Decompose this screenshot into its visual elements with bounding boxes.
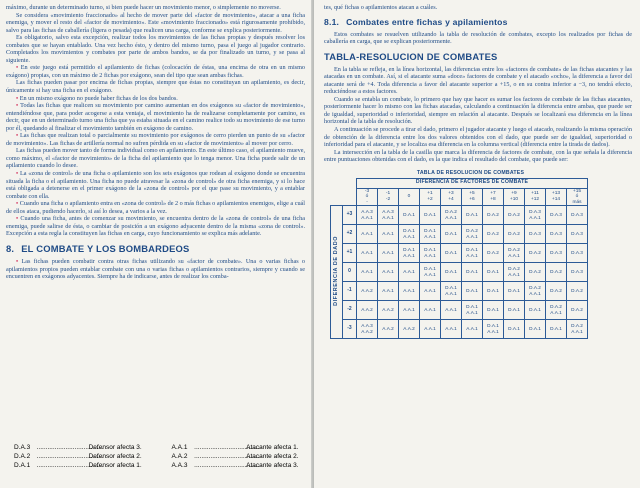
table-cell: D.A.1: [441, 262, 462, 281]
bullet-paragraph: Las fichas pueden mover tanto de forma individual como en apilamiento. En este último caso, el apilamiento mueve, como máximo, el «factor de movimiento» de la ficha del apilamiento que lo tenga menor. Una ficha puede salir de un apilamiento cuando lo desee.: [6, 147, 306, 170]
bullet-paragraph: • Las fichas pueden combatir contra otras fichas utilizando su «factor de combate». Una o varias fichas o apilamientos propios pueden entablar combate con una o varias fichas o apilamientos contrarios, siempre y cuando se encuentren en exágonos adyacentes. Siempre ha de indicarse, antes de realizar los comba-: [6, 257, 306, 281]
paragraph: Estos combates se resuelven utilizando la tabla de resolución de combates, excepto los realizados por fichas de caballería en carga, que se explican posteriormente.: [324, 30, 632, 46]
bullet-paragraph: • Las fichas que realizan total o parcialmente su movimiento por exágonos de cerro pierden un punto de su «factor de movimiento». Las fichas de artillería normal no sufren pérdida en su «factor de movimiento» al mover por cerro.: [6, 132, 305, 147]
bullet-paragraph: • Cuando una ficha o apilamiento entra en «zona de control» de 2 o más fichas o apilamientos enemigos, elige a cuál de ellos ataca, pudiendo hacerlo, si así lo desea, a varios a la vez.: [6, 200, 306, 215]
bullet-paragraph: • En este juego está permitido el apilamiento de fichas (colocación de éstas, una encima de otra en un mismo exágono) propias, con un máximo de 2 fichas por exágono, sean del tipo que sean ambas fichas.: [6, 64, 305, 79]
table-cell: A.A.2: [399, 319, 420, 338]
table-row: [331, 281, 588, 300]
table-cell: A.A.1: [420, 319, 441, 338]
row-header: 0: [343, 262, 357, 281]
column-header: 0: [399, 188, 420, 205]
column-header: +13 +14: [546, 188, 567, 205]
bullet-icon: •: [16, 200, 19, 208]
table-cell: D.A.2: [483, 224, 504, 243]
table-cell: A.A.1: [420, 281, 441, 300]
combat-table-container: [330, 170, 632, 339]
bullet-paragraph: Las fichas pueden pasar por encima de fichas propias, siempre que éstas no constituyan un apilamiento, es decir, únicamente si hay una ficha en el exágono.: [6, 79, 305, 95]
table-cell: D.A.2 A.A.1: [567, 319, 588, 338]
combat-table-title: TABLA DE RESOLUCION DE COMBATES: [416, 169, 525, 176]
legend-row: D.A.1 ..................................... Defensor afecta 1. A.A.3 ..................................... Atacante afecta 3.: [14, 462, 299, 469]
table-cell: D.A.3: [546, 243, 567, 262]
column-header: -3 ó -: [357, 188, 378, 205]
table-cell: D.A.3: [567, 205, 588, 224]
paragraph: En la tabla se refleja, en la línea horizontal, las diferencias entre los «factores de combate» de las fichas atacantes y las atacadas en un combate. Así, si el atacante suma «doce» factores de combate y el atacado «ocho», la diferencia a favor del atacante será de +4. Toda diferencia a favor del atacante superior a +15, o en su contra inferior a −3, no tendrá efecto, reduciéndose a estos factores.: [324, 65, 632, 96]
column-header-row: [331, 188, 588, 205]
table-cell: D.A.2: [567, 281, 588, 300]
table-cell: D.A.1 A.A.1: [420, 243, 441, 262]
table-cell: A.A.1: [420, 300, 441, 319]
right-page: [314, 0, 640, 488]
table-cell: A.A.1: [399, 262, 420, 281]
table-cell: D.A.2: [483, 205, 504, 224]
table-cell: A.A.3 A.A.2: [357, 319, 378, 338]
bullet-icon: •: [16, 132, 19, 140]
table-cell: D.A.1: [483, 281, 504, 300]
table-cell: D.A.1 A.A.1: [399, 224, 420, 243]
left-page: [0, 0, 313, 488]
row-header: -2: [343, 300, 357, 319]
table-cell: D.A.2: [567, 300, 588, 319]
table-cell: D.A.1: [504, 281, 525, 300]
table-cell: A.A.2: [378, 319, 399, 338]
table-row: [331, 243, 588, 262]
paragraph: tes, qué fichas o apilamientos atacan a cuáles.: [324, 4, 438, 11]
table-cell: A.A.1: [378, 243, 399, 262]
table-cell: D.A.2 A.A.1: [504, 243, 525, 262]
bullet-paragraph: • Todas las fichas que realicen su movimiento por camino aumentan en dos exágonos su «factor de movimiento», entendiéndose que, para poder acogerse a esta ventaja, el movimiento ha de realizarse completamente por camino, es decir, que en un determinado turno una ficha que ya estaba situada en el camino realice todo su movimiento de ese turno por él, quedando al finalizar el movimiento también en exágono de camino.: [6, 102, 305, 132]
table-cell: A.A.1: [378, 262, 399, 281]
bullet-icon: •: [16, 102, 19, 110]
paragraph: Es obligatorio, salvo esta excepción, realizar todos los movimientos de las fichas propias y después resolver los combates que se hayan entablado. Una vez hecho ésto, y dentro del mismo turno, pasa el juego al jugador contrario. Completados los movimientos y combates por parte de ambos bandos, se da por finalizado un turno, y se pasa al siguiente.: [6, 34, 305, 64]
table-cell: D.A.2: [546, 281, 567, 300]
table-cell: D.A.2 A.A.1: [525, 281, 546, 300]
column-header: -1 -2: [378, 188, 399, 205]
table-cell: D.A.1: [462, 281, 483, 300]
subsection-heading: 8.1. Combates entre fichas y apilamientos: [324, 16, 508, 27]
paragraph: Se considera «movimiento fraccionado» al hecho de mover parte del «factor de movimiento», atacar a una ficha enemiga, y mover el resto del «factor de movimiento». Este «movimiento fraccionado» está rigurosamente prohibido, salvo para las fichas de caballería (ligera o pesada) que realicen una carga, conforme se explica posteriormente.: [6, 11, 305, 34]
table-cell: D.A.1: [420, 205, 441, 224]
bullet-paragraph: • La «zona de control» de una ficha o apilamiento son los seis exágonos que rodean al exágono donde se encuentra situada la ficha o el apilamiento. Una ficha no puede atravesar la «zona de control» de otra ficha enemiga, y si lo hace está obligada a detenerse en el primer exágono de la «zona de control» por el que pase su movimiento, y a entablar combate con ella.: [6, 170, 306, 200]
paragraph: La intersección en la tabla de la casilla que marca la diferencia de factores de combate, con la que señala la diferencia entre puntuaciones obtenidas con el dado, es la que indica el resultado del combate, que puede ser:: [324, 148, 632, 164]
table-cell: D.A.2: [483, 243, 504, 262]
table-cell: D.A.3 A.A.1: [525, 205, 546, 224]
table-cell: A.A.3 A.A.1: [378, 205, 399, 224]
bullet-icon: •: [16, 94, 19, 102]
bullet-paragraph: • En un mismo exágono no puede haber fichas de los dos bandos.: [16, 94, 178, 102]
result-legend: [14, 443, 314, 470]
section-heading: 8. EL COMBATE Y LOS BOMBARDEOS: [6, 242, 190, 254]
legend-row: D.A.3 ..................................... Defensor afecta 3. A.A.1 ..................................... Atacante afecta 1.: [14, 444, 299, 451]
table-cell: D.A.2 A.A.1: [441, 205, 462, 224]
table-cell: D.A.2: [525, 262, 546, 281]
table-cell: D.A.1 A.A.1: [462, 243, 483, 262]
factor-difference-header: DIFERENCIA DE FACTORES DE COMBATE: [357, 178, 588, 188]
row-header: +1: [343, 243, 357, 262]
bullet-icon: •: [16, 170, 19, 178]
row-header: -3: [343, 319, 357, 338]
table-cell: D.A.1 A.A.1: [441, 281, 462, 300]
table-cell: D.A.1: [462, 205, 483, 224]
table-cell: A.A.1: [441, 319, 462, 338]
table-cell: D.A.2: [504, 205, 525, 224]
table-cell: D.A.1: [525, 319, 546, 338]
table-row: [331, 224, 588, 243]
table-cell: D.A.3: [525, 224, 546, 243]
legend-row: D.A.2 ..................................... Defensor afecta 2. A.A.2 ..................................... Atacante afecta 2.: [14, 453, 299, 460]
table-cell: D.A.3: [546, 205, 567, 224]
column-header: +9 +10: [504, 188, 525, 205]
table-cell: D.A.1: [441, 224, 462, 243]
paragraph: A continuación se procede a tirar el dado, primero el jugador atacante y luego el atacado, realizando la misma operación de obtención de la diferencia entre los dos valores obtenidos con el dado, que puede ser de igualdad, superioridad o inferioridad para el atacante, y se localiza esa diferencia en la columna vertical (diferencia entre la tirada de dados).: [324, 126, 632, 149]
table-cell: D.A.1 A.A.1: [420, 262, 441, 281]
table-cell: D.A.2 A.A.1: [462, 224, 483, 243]
combat-table: [330, 178, 588, 339]
table-cell: D.A.1: [483, 300, 504, 319]
table-row: [331, 300, 588, 319]
table-body: [331, 205, 588, 338]
table-cell: D.A.3: [567, 262, 588, 281]
table-cell: D.A.1: [504, 300, 525, 319]
row-header: +2: [343, 224, 357, 243]
table-cell: D.A.3: [567, 224, 588, 243]
table-cell: D.A.3: [546, 224, 567, 243]
table-corner: [331, 178, 357, 205]
column-header: +7 +8: [483, 188, 504, 205]
table-cell: D.A.2 A.A.1: [546, 300, 567, 319]
bullet-paragraph: • Cuando una ficha, antes de comenzar su movimiento, se encuentra dentro de la «zona de control» de una ficha enemiga, puede salirse de ésta, o cambiar de posición a un exágono adyacente dentro de la misma «zona de control». Excepción a esta regla la constituyen las fichas en carga, cuyo funcionamiento se explica más adelante.: [6, 215, 305, 238]
table-cell: D.A.1: [441, 243, 462, 262]
row-header: +3: [343, 205, 357, 224]
table-heading: TABLA-RESOLUCION DE COMBATES: [324, 50, 498, 62]
table-cell: D.A.1 A.A.1: [399, 243, 420, 262]
table-row: [331, 319, 588, 338]
table-cell: A.A.1: [378, 281, 399, 300]
table-cell: D.A.1: [483, 262, 504, 281]
table-cell: D.A.1: [546, 319, 567, 338]
table-cell: A.A.1: [357, 224, 378, 243]
bullet-icon: •: [16, 64, 19, 72]
row-header: -1: [343, 281, 357, 300]
table-cell: A.A.1: [357, 243, 378, 262]
table-cell: D.A.1 A.A.1: [420, 224, 441, 243]
table-cell: D.A.1 A.A.1: [462, 300, 483, 319]
table-cell: A.A.1: [441, 300, 462, 319]
table-row: [331, 205, 588, 224]
table-cell: A.A.1: [462, 319, 483, 338]
table-cell: A.A.1: [399, 281, 420, 300]
table-row: [331, 262, 588, 281]
table-cell: A.A.1: [399, 300, 420, 319]
table-cell: D.A.2: [546, 262, 567, 281]
table-cell: D.A.1 A.A.1: [483, 319, 504, 338]
paragraph: Cuando se entabla un combate, lo primero que hay que hacer es sumar los factores de combate de las fichas atacantes, posteriormente hacer lo mismo con las fichas atacadas, calculando a continuación la diferencia entre ambas, que puede ser de igualdad, superioridad o inferioridad, siempre en relación al atacante. Después se localizará esa diferencia en la línea horizontal de la tabla de resolución.: [324, 95, 632, 126]
table-cell: D.A.1: [525, 300, 546, 319]
column-header: +5 +6: [462, 188, 483, 205]
table-cell: D.A.1: [462, 262, 483, 281]
table-cell: D.A.1: [504, 319, 525, 338]
table-cell: D.A.1: [399, 205, 420, 224]
table-cell: A.A.2: [357, 281, 378, 300]
column-header: +15 ó más: [567, 188, 588, 205]
table-cell: A.A.1: [357, 262, 378, 281]
table-cell: D.A.2: [525, 243, 546, 262]
dice-difference-label: DIFERENCIA DE DADO: [331, 205, 343, 338]
table-cell: D.A.2: [504, 224, 525, 243]
table-cell: A.A.3 A.A.1: [357, 205, 378, 224]
column-header: +1 +2: [420, 188, 441, 205]
table-cell: D.A.3: [567, 243, 588, 262]
bullet-icon: •: [16, 257, 19, 265]
column-header: +3 +4: [441, 188, 462, 205]
table-cell: A.A.1: [378, 224, 399, 243]
column-header: +11 +12: [525, 188, 546, 205]
table-cell: A.A.2: [378, 300, 399, 319]
table-cell: D.A.2 A.A.1: [504, 262, 525, 281]
paragraph: máximo, durante un determinado turno, si bien puede hacer un movimiento menor, o simplemente no moverse.: [6, 4, 281, 11]
table-cell: A.A.2: [357, 300, 378, 319]
bullet-icon: •: [16, 215, 19, 223]
